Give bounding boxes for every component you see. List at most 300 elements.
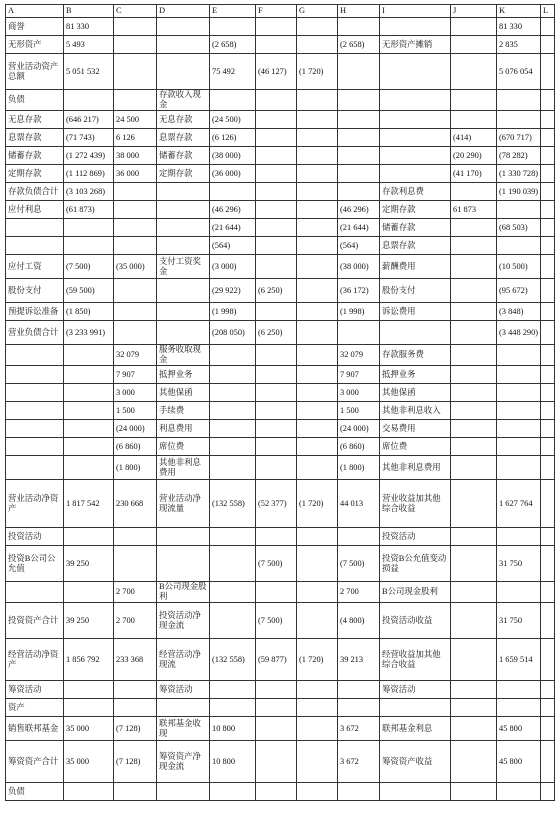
table-cell	[497, 237, 541, 255]
table-cell	[451, 384, 497, 402]
table-cell	[297, 582, 338, 603]
table-cell: 投资活动	[6, 528, 64, 546]
table-cell: 经营活动净现流	[157, 639, 210, 681]
table-cell	[297, 456, 338, 480]
table-cell	[114, 321, 157, 345]
table-cell	[64, 402, 114, 420]
table-cell: 联邦基金利息	[380, 717, 451, 741]
table-cell	[6, 438, 64, 456]
table-cell	[210, 528, 256, 546]
table-cell: 其他保函	[157, 384, 210, 402]
table-cell	[157, 546, 210, 582]
table-row	[6, 279, 555, 303]
table-cell: 投资B公司公允值	[6, 546, 64, 582]
table-cell: (3 233 991)	[64, 321, 114, 345]
table-cell	[297, 699, 338, 717]
table-cell	[338, 18, 380, 36]
table-cell: (3 103 268)	[64, 183, 114, 201]
table-cell: (2 658)	[338, 36, 380, 54]
table-cell	[114, 546, 157, 582]
ledger-table	[5, 4, 555, 801]
table-row	[6, 420, 555, 438]
table-body	[6, 18, 555, 801]
table-cell: 资产	[6, 699, 64, 717]
table-cell: (24 000)	[114, 420, 157, 438]
column-header: H	[338, 5, 380, 18]
table-cell	[541, 582, 555, 603]
table-cell: 7 907	[114, 366, 157, 384]
table-row	[6, 36, 555, 54]
table-cell	[541, 603, 555, 639]
table-cell	[297, 219, 338, 237]
table-cell	[6, 456, 64, 480]
table-cell: 24 500	[114, 111, 157, 129]
table-cell: 经营收益加其他综合收益	[380, 639, 451, 681]
table-cell	[541, 699, 555, 717]
table-row	[6, 681, 555, 699]
table-row	[6, 438, 555, 456]
table-cell	[451, 480, 497, 528]
table-cell	[157, 219, 210, 237]
table-cell	[256, 255, 297, 279]
table-cell	[497, 90, 541, 111]
table-cell	[64, 528, 114, 546]
table-row	[6, 639, 555, 681]
table-cell: 其他非利息费用	[157, 456, 210, 480]
table-cell: (2 658)	[210, 36, 256, 54]
table-cell	[541, 111, 555, 129]
table-cell	[114, 279, 157, 303]
table-cell	[297, 237, 338, 255]
table-cell: 6 126	[114, 129, 157, 147]
table-cell: (7 128)	[114, 717, 157, 741]
table-cell	[541, 54, 555, 90]
table-cell	[338, 183, 380, 201]
table-cell: (6 860)	[338, 438, 380, 456]
table-cell	[256, 681, 297, 699]
table-cell	[338, 54, 380, 90]
table-cell	[114, 528, 157, 546]
table-cell: (1 112 869)	[64, 165, 114, 183]
table-cell: 负债	[6, 90, 64, 111]
table-cell: (1 800)	[114, 456, 157, 480]
table-row	[6, 219, 555, 237]
table-cell: 储蓄存款	[380, 219, 451, 237]
table-row	[6, 237, 555, 255]
table-cell: (1 720)	[297, 639, 338, 681]
column-header: A	[6, 5, 64, 18]
table-cell	[297, 366, 338, 384]
table-cell	[210, 546, 256, 582]
table-cell	[297, 717, 338, 741]
table-cell: 负债	[6, 783, 64, 801]
table-cell: 5 076 054	[497, 54, 541, 90]
table-cell: (46 127)	[256, 54, 297, 90]
table-row	[6, 582, 555, 603]
table-cell: (36 000)	[210, 165, 256, 183]
table-cell	[497, 402, 541, 420]
table-cell: (52 377)	[256, 480, 297, 528]
table-cell: (4 800)	[338, 603, 380, 639]
table-cell	[451, 111, 497, 129]
table-cell: 2 700	[338, 582, 380, 603]
table-cell	[541, 345, 555, 366]
table-cell: 2 835	[497, 36, 541, 54]
table-cell: (3 848)	[497, 303, 541, 321]
table-cell: 其他非利息收入	[380, 402, 451, 420]
table-row	[6, 321, 555, 345]
table-cell	[256, 438, 297, 456]
table-cell	[157, 699, 210, 717]
table-row	[6, 54, 555, 90]
table-cell	[210, 183, 256, 201]
table-cell	[210, 582, 256, 603]
table-row	[6, 741, 555, 783]
table-cell: (95 672)	[497, 279, 541, 303]
table-cell: 233 368	[114, 639, 157, 681]
table-cell: 手续费	[157, 402, 210, 420]
table-cell: (7 500)	[256, 546, 297, 582]
table-row	[6, 717, 555, 741]
table-cell	[256, 18, 297, 36]
table-cell: 抵押业务	[380, 366, 451, 384]
table-cell	[541, 741, 555, 783]
table-cell	[64, 384, 114, 402]
table-cell: 定期存款	[6, 165, 64, 183]
table-row	[6, 384, 555, 402]
table-cell	[451, 237, 497, 255]
table-cell	[157, 54, 210, 90]
table-cell	[157, 237, 210, 255]
table-cell: 44 013	[338, 480, 380, 528]
table-cell: (46 296)	[338, 201, 380, 219]
table-cell	[541, 639, 555, 681]
table-cell: 应付利息	[6, 201, 64, 219]
table-cell: 筹资活动	[380, 681, 451, 699]
table-cell	[497, 528, 541, 546]
table-row	[6, 90, 555, 111]
table-cell: (670 717)	[497, 129, 541, 147]
table-row	[6, 480, 555, 528]
table-row	[6, 366, 555, 384]
table-cell: (59 500)	[64, 279, 114, 303]
table-cell: 39 250	[64, 603, 114, 639]
table-cell	[497, 699, 541, 717]
table-cell: 无形资产摊销	[380, 36, 451, 54]
column-header: D	[157, 5, 210, 18]
table-cell	[6, 402, 64, 420]
table-row	[6, 165, 555, 183]
table-row	[6, 303, 555, 321]
table-cell: 储蓄存款	[6, 147, 64, 165]
table-cell	[210, 681, 256, 699]
table-cell	[380, 18, 451, 36]
table-row	[6, 111, 555, 129]
table-cell: (41 170)	[451, 165, 497, 183]
table-cell: (24 000)	[338, 420, 380, 438]
table-cell	[297, 111, 338, 129]
table-cell: 储蓄存款	[157, 147, 210, 165]
table-cell	[338, 699, 380, 717]
table-cell: (38 000)	[338, 255, 380, 279]
table-cell	[256, 528, 297, 546]
table-cell	[541, 321, 555, 345]
table-cell: 诉讼费用	[380, 303, 451, 321]
table-cell: 无息存款	[157, 111, 210, 129]
table-cell	[64, 681, 114, 699]
table-cell: (564)	[210, 237, 256, 255]
table-cell: (68 503)	[497, 219, 541, 237]
table-cell: 1 627 764	[497, 480, 541, 528]
table-row	[6, 603, 555, 639]
table-cell	[297, 681, 338, 699]
table-cell	[541, 366, 555, 384]
table-cell: 2 700	[114, 582, 157, 603]
table-cell	[497, 438, 541, 456]
table-cell	[541, 129, 555, 147]
table-cell	[541, 384, 555, 402]
table-cell: (1 272 439)	[64, 147, 114, 165]
table-cell: 筹资资产合计	[6, 741, 64, 783]
table-cell: (414)	[451, 129, 497, 147]
table-row	[6, 402, 555, 420]
table-cell	[451, 639, 497, 681]
table-cell	[114, 681, 157, 699]
table-cell	[64, 90, 114, 111]
table-row	[6, 201, 555, 219]
table-cell: 席位费	[157, 438, 210, 456]
table-cell	[297, 420, 338, 438]
table-cell	[210, 366, 256, 384]
table-cell	[297, 741, 338, 783]
table-cell	[114, 783, 157, 801]
table-row	[6, 345, 555, 366]
table-cell: (208 050)	[210, 321, 256, 345]
table-cell: 预提诉讼准备	[6, 303, 64, 321]
table-cell: 联邦基金收现	[157, 717, 210, 741]
table-cell	[497, 783, 541, 801]
table-cell	[451, 18, 497, 36]
table-cell: B公司现金股利	[380, 582, 451, 603]
table-cell	[114, 237, 157, 255]
table-cell	[114, 183, 157, 201]
table-cell: (1 720)	[297, 54, 338, 90]
table-cell: 股份支付	[6, 279, 64, 303]
table-cell	[256, 183, 297, 201]
table-cell	[541, 36, 555, 54]
table-cell	[114, 699, 157, 717]
table-cell: 投资活动	[380, 528, 451, 546]
table-cell: 交易费用	[380, 420, 451, 438]
table-cell	[541, 219, 555, 237]
table-cell	[380, 54, 451, 90]
table-cell	[451, 303, 497, 321]
table-cell	[297, 528, 338, 546]
table-cell	[256, 147, 297, 165]
table-cell	[338, 321, 380, 345]
table-cell	[297, 129, 338, 147]
table-cell: (564)	[338, 237, 380, 255]
table-cell: 存款利息费	[380, 183, 451, 201]
table-row	[6, 183, 555, 201]
table-cell: 投资活动收益	[380, 603, 451, 639]
table-row	[6, 456, 555, 480]
table-cell	[6, 237, 64, 255]
table-cell: (78 282)	[497, 147, 541, 165]
table-cell	[64, 783, 114, 801]
table-cell	[380, 111, 451, 129]
table-cell: (46 296)	[210, 201, 256, 219]
table-cell: 息票存款	[6, 129, 64, 147]
table-cell: 定期存款	[157, 165, 210, 183]
table-cell	[541, 237, 555, 255]
table-cell	[256, 303, 297, 321]
table-cell: 75 492	[210, 54, 256, 90]
column-header: G	[297, 5, 338, 18]
column-header: C	[114, 5, 157, 18]
table-cell	[541, 456, 555, 480]
table-row	[6, 147, 555, 165]
table-cell: 服务收取现金	[157, 345, 210, 366]
column-header: E	[210, 5, 256, 18]
table-cell	[338, 165, 380, 183]
table-cell	[6, 366, 64, 384]
table-cell	[451, 255, 497, 279]
table-cell	[297, 321, 338, 345]
table-cell: 息票存款	[380, 237, 451, 255]
table-cell	[451, 546, 497, 582]
table-cell: (1 998)	[210, 303, 256, 321]
table-cell	[256, 90, 297, 111]
table-cell: 1 856 792	[64, 639, 114, 681]
table-cell	[256, 582, 297, 603]
table-cell: (24 500)	[210, 111, 256, 129]
table-cell	[210, 603, 256, 639]
table-cell	[297, 345, 338, 366]
table-cell	[451, 279, 497, 303]
table-cell	[451, 54, 497, 90]
table-cell	[64, 456, 114, 480]
table-cell	[297, 36, 338, 54]
table-cell	[210, 699, 256, 717]
table-cell	[297, 183, 338, 201]
table-cell	[541, 480, 555, 528]
table-cell: 7 907	[338, 366, 380, 384]
table-cell: 营业收益加其他综合收益	[380, 480, 451, 528]
table-cell	[297, 18, 338, 36]
table-cell	[64, 237, 114, 255]
table-cell: 45 800	[497, 717, 541, 741]
table-cell	[157, 321, 210, 345]
table-cell: (1 800)	[338, 456, 380, 480]
table-cell	[297, 384, 338, 402]
table-cell: 230 668	[114, 480, 157, 528]
table-cell	[451, 699, 497, 717]
table-cell	[338, 129, 380, 147]
table-cell: 商誉	[6, 18, 64, 36]
table-cell	[451, 528, 497, 546]
table-cell: 无形资产	[6, 36, 64, 54]
table-cell	[541, 783, 555, 801]
table-cell	[451, 783, 497, 801]
table-cell: 无息存款	[6, 111, 64, 129]
table-cell	[256, 201, 297, 219]
table-cell	[297, 147, 338, 165]
table-cell: (10 500)	[497, 255, 541, 279]
table-cell	[114, 90, 157, 111]
table-row	[6, 699, 555, 717]
table-cell	[256, 111, 297, 129]
table-cell: 3 000	[338, 384, 380, 402]
table-cell: (7 500)	[256, 603, 297, 639]
table-cell	[297, 402, 338, 420]
table-cell: 利息费用	[157, 420, 210, 438]
table-cell	[541, 717, 555, 741]
table-cell	[297, 783, 338, 801]
table-cell	[541, 438, 555, 456]
table-cell	[451, 402, 497, 420]
table-cell	[380, 90, 451, 111]
table-cell: 支付工资奖金	[157, 255, 210, 279]
table-cell	[451, 345, 497, 366]
table-cell	[451, 36, 497, 54]
table-cell	[541, 420, 555, 438]
table-cell: 筹资活动	[157, 681, 210, 699]
table-cell: 35 000	[64, 717, 114, 741]
table-cell	[541, 546, 555, 582]
table-cell: (1 850)	[64, 303, 114, 321]
table-cell	[338, 783, 380, 801]
table-cell: (7 128)	[114, 741, 157, 783]
table-row	[6, 546, 555, 582]
column-header: L	[541, 5, 555, 18]
table-cell: (6 860)	[114, 438, 157, 456]
table-cell	[64, 420, 114, 438]
table-cell	[256, 783, 297, 801]
table-cell: 销售联邦基金	[6, 717, 64, 741]
table-cell	[297, 303, 338, 321]
table-cell: 38 000	[114, 147, 157, 165]
table-cell	[297, 201, 338, 219]
table-cell	[380, 129, 451, 147]
table-cell: (20 290)	[451, 147, 497, 165]
table-cell: 筹资资产收益	[380, 741, 451, 783]
table-cell: 36 000	[114, 165, 157, 183]
table-cell	[497, 366, 541, 384]
table-cell	[256, 237, 297, 255]
table-cell	[210, 783, 256, 801]
table-cell	[6, 384, 64, 402]
table-cell	[210, 345, 256, 366]
table-cell: 经营活动净资产	[6, 639, 64, 681]
table-row	[6, 528, 555, 546]
table-cell	[64, 345, 114, 366]
table-cell: (7 500)	[338, 546, 380, 582]
table-cell: 3 000	[114, 384, 157, 402]
table-cell: (6 250)	[256, 279, 297, 303]
table-cell: 其他保函	[380, 384, 451, 402]
table-cell	[256, 219, 297, 237]
table-cell	[256, 345, 297, 366]
table-cell	[157, 36, 210, 54]
table-cell: (6 126)	[210, 129, 256, 147]
table-cell	[338, 528, 380, 546]
table-cell: 营业活动净资产	[6, 480, 64, 528]
table-cell: 应付工资	[6, 255, 64, 279]
table-cell: 其他非利息费用	[380, 456, 451, 480]
table-cell: 5 051 532	[64, 54, 114, 90]
table-cell	[114, 36, 157, 54]
